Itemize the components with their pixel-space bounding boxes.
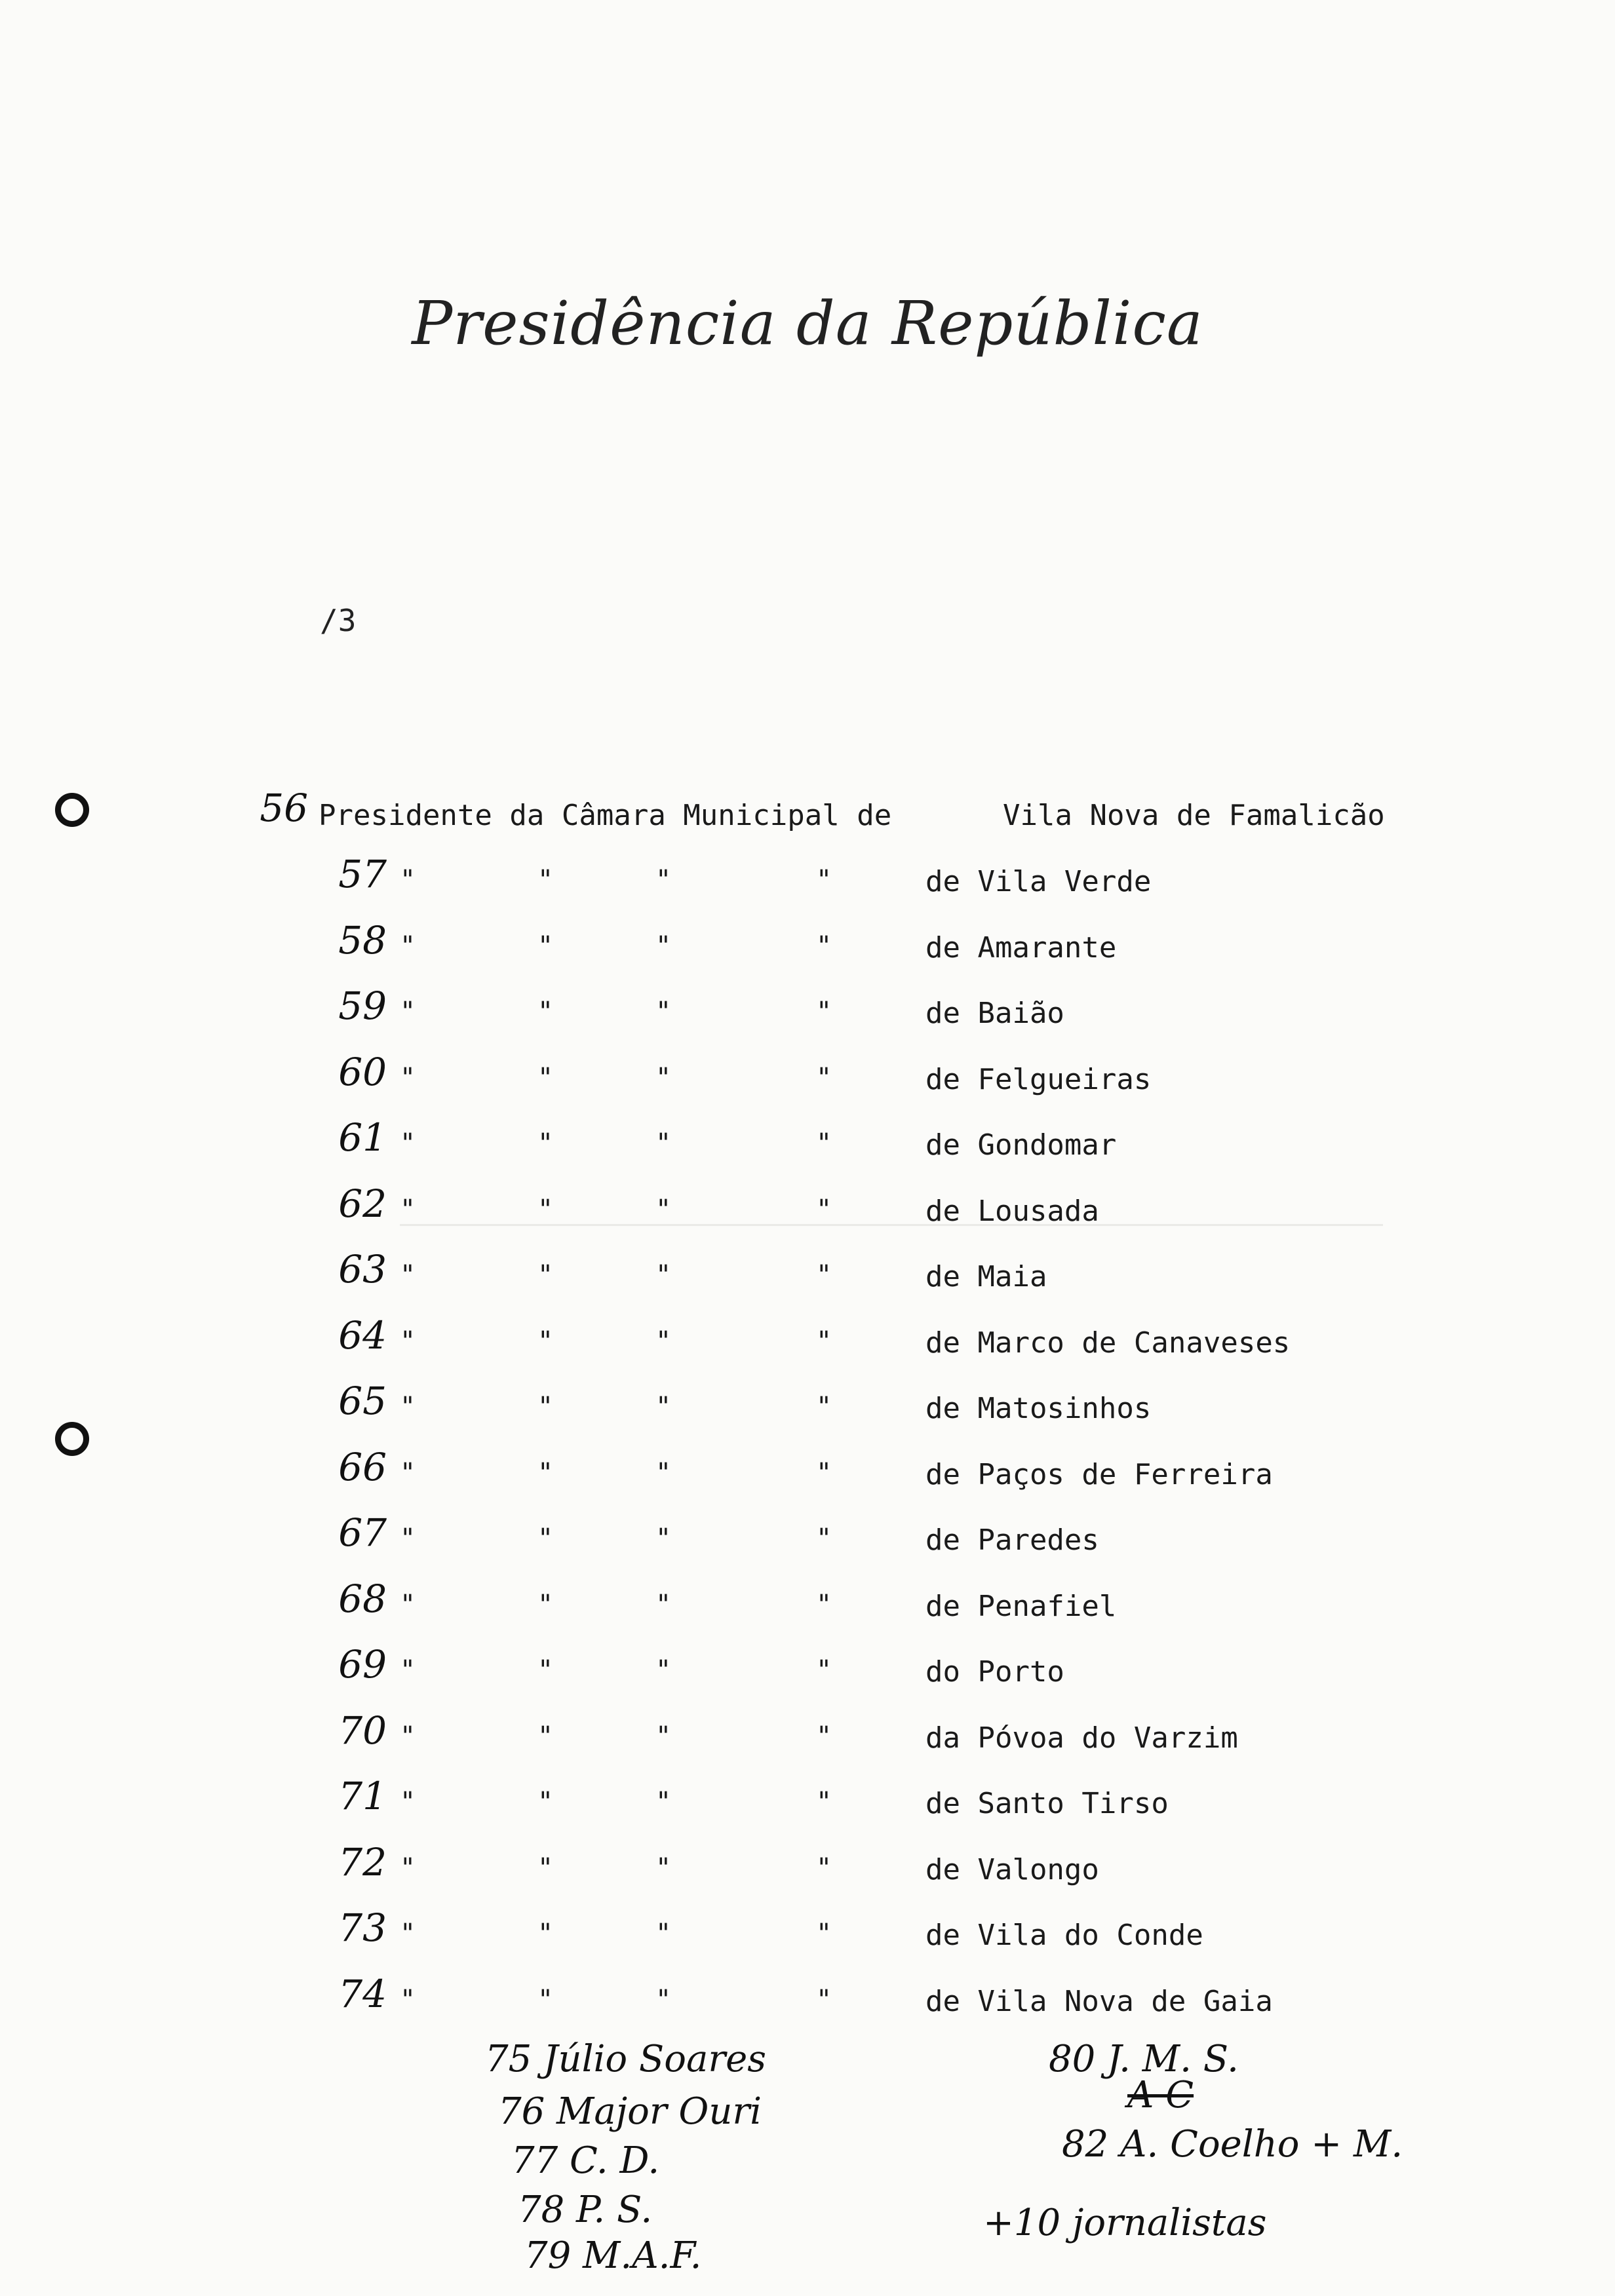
ditto-mark: " <box>537 1457 554 1488</box>
ditto-mark: " <box>537 1194 554 1225</box>
entry-number: 65 <box>338 1379 387 1423</box>
entry-place: de Paredes <box>925 1523 1099 1557</box>
list-row <box>0 1576 1615 1639</box>
ditto-mark: " <box>655 1392 672 1422</box>
entry-number: 64 <box>338 1312 387 1358</box>
entry-place: da Póvoa do Varzim <box>925 1721 1238 1755</box>
list-row <box>0 1642 1615 1705</box>
ditto-mark: " <box>655 930 672 961</box>
ditto-mark: " <box>816 1655 832 1685</box>
entry-place: de Vila do Conde <box>925 1919 1203 1952</box>
entry-title: Presidente da Câmara Municipal de <box>319 799 892 832</box>
handwritten-note: 76 Major Ouri <box>498 2090 762 2133</box>
ditto-mark: " <box>400 1062 416 1093</box>
entry-number: 62 <box>338 1181 387 1226</box>
ditto-mark: " <box>816 1260 832 1290</box>
ditto-mark: " <box>655 1852 672 1883</box>
entry-place: de Paços de Ferreira <box>925 1457 1273 1491</box>
ditto-mark: " <box>655 1457 672 1488</box>
handwritten-note: 79 M.A.F. <box>524 2234 702 2277</box>
list-row <box>0 984 1615 1046</box>
entry-place: de Vila Verde <box>925 865 1152 898</box>
list-row <box>0 1774 1615 1837</box>
entry-place: de Felgueiras <box>925 1062 1152 1096</box>
ditto-mark: " <box>816 1919 832 1949</box>
ditto-mark: " <box>537 865 554 895</box>
entry-place: de Baião <box>925 997 1064 1030</box>
ditto-mark: " <box>655 1589 672 1620</box>
entry-number: 66 <box>338 1444 387 1489</box>
ditto-mark: " <box>816 1062 832 1093</box>
entry-number: 69 <box>338 1642 387 1687</box>
ditto-mark: " <box>816 1523 832 1554</box>
handwritten-note: 78 P. S. <box>518 2189 653 2231</box>
list-row <box>0 1049 1615 1113</box>
ditto-mark: " <box>816 1128 832 1158</box>
handwritten-note: 75 Júlio Soares <box>485 2038 767 2080</box>
entry-number: 60 <box>338 1049 387 1094</box>
handwritten-note: 80 J. M. S. <box>1049 2038 1239 2080</box>
ditto-mark: " <box>816 1392 832 1422</box>
list-row <box>0 917 1615 981</box>
ditto-mark: " <box>400 1721 416 1751</box>
entry-number: 72 <box>338 1839 387 1885</box>
entry-place: de Vila Nova de Gaia <box>925 1984 1273 2018</box>
entry-number: 71 <box>338 1774 387 1818</box>
ditto-mark: " <box>537 997 554 1027</box>
entry-place: do Porto <box>925 1655 1064 1689</box>
ditto-mark: " <box>655 1523 672 1554</box>
ditto-mark: " <box>537 1852 554 1883</box>
ditto-mark: " <box>400 865 416 895</box>
ditto-mark: " <box>400 1655 416 1685</box>
list-row <box>0 1379 1615 1442</box>
list-row <box>0 1708 1615 1771</box>
entry-place: de Gondomar <box>925 1128 1117 1162</box>
ditto-mark: " <box>655 1655 672 1685</box>
ditto-mark: " <box>400 1523 416 1554</box>
entry-place: de Lousada <box>925 1194 1099 1228</box>
entry-number: 70 <box>338 1708 387 1753</box>
entry-number: 58 <box>338 917 387 963</box>
list-row <box>0 1312 1615 1376</box>
ditto-mark: " <box>400 1787 416 1817</box>
ditto-mark: " <box>400 1852 416 1883</box>
entry-place: de Marco de Canaveses <box>925 1326 1291 1360</box>
ditto-mark: " <box>816 1787 832 1817</box>
ditto-mark: " <box>816 1721 832 1751</box>
ditto-mark: " <box>537 1523 554 1554</box>
ditto-mark: " <box>537 1589 554 1620</box>
entry-number: 63 <box>338 1247 387 1292</box>
ditto-mark: " <box>537 1721 554 1751</box>
entry-number: 61 <box>338 1115 387 1160</box>
list-row <box>0 852 1615 915</box>
ditto-mark: " <box>655 997 672 1027</box>
ditto-mark: " <box>537 1787 554 1817</box>
entry-number: 74 <box>338 1971 387 2016</box>
ditto-mark: " <box>400 930 416 961</box>
ditto-mark: " <box>537 930 554 961</box>
handwritten-note: +10 jornalistas <box>983 2202 1267 2244</box>
entry-place: de Maia <box>925 1260 1047 1293</box>
ditto-mark: " <box>816 1589 832 1620</box>
handwritten-note: 82 A. Coelho + M. <box>1062 2123 1403 2166</box>
ditto-mark: " <box>537 1128 554 1158</box>
ditto-mark: " <box>400 1260 416 1290</box>
ditto-mark: " <box>400 1457 416 1488</box>
ditto-mark: " <box>400 1589 416 1620</box>
list-row <box>0 1971 1615 2035</box>
entry-number: 67 <box>338 1510 387 1555</box>
list-row <box>0 1115 1615 1178</box>
ditto-mark: " <box>655 1919 672 1949</box>
ditto-mark: " <box>400 1326 416 1356</box>
ditto-mark: " <box>816 1326 832 1356</box>
ditto-mark: " <box>655 1984 672 2015</box>
ditto-mark: " <box>816 1194 832 1225</box>
ditto-mark: " <box>537 1062 554 1093</box>
letterhead: Presidência da República <box>412 288 1203 358</box>
entry-place: de Valongo <box>925 1852 1099 1886</box>
ditto-mark: " <box>400 997 416 1027</box>
list-row <box>0 1905 1615 1968</box>
ditto-mark: " <box>400 1984 416 2015</box>
handwritten-note-struck: A C <box>1127 2074 1194 2116</box>
list-row <box>0 1510 1615 1573</box>
ditto-mark: " <box>655 1194 672 1225</box>
ditto-mark: " <box>655 1260 672 1290</box>
ditto-mark: " <box>400 1919 416 1949</box>
page-number: /3 <box>320 603 357 638</box>
ditto-mark: " <box>655 1062 672 1093</box>
entry-place: Vila Nova de Famalicão <box>1003 799 1385 832</box>
ditto-mark: " <box>816 997 832 1027</box>
list-row <box>0 1247 1615 1310</box>
list-row <box>0 1181 1615 1244</box>
ditto-mark: " <box>655 865 672 895</box>
ditto-mark: " <box>400 1194 416 1225</box>
ditto-mark: " <box>816 865 832 895</box>
ditto-mark: " <box>655 1721 672 1751</box>
ditto-mark: " <box>655 1326 672 1356</box>
ditto-mark: " <box>400 1392 416 1422</box>
handwritten-note: 77 C. D. <box>511 2139 660 2182</box>
ditto-mark: " <box>537 1326 554 1356</box>
ditto-mark: " <box>537 1919 554 1949</box>
entry-number: 73 <box>338 1905 387 1950</box>
ditto-mark: " <box>537 1655 554 1685</box>
ditto-mark: " <box>816 1852 832 1883</box>
list-row <box>0 1444 1615 1508</box>
entry-number: 59 <box>338 984 387 1028</box>
entry-number: 68 <box>338 1576 387 1621</box>
ditto-mark: " <box>655 1128 672 1158</box>
entry-place: de Santo Tirso <box>925 1787 1169 1820</box>
ditto-mark: " <box>537 1392 554 1422</box>
ditto-mark: " <box>816 1457 832 1488</box>
ditto-mark: " <box>816 930 832 961</box>
entry-number: 56 <box>260 786 308 830</box>
entry-place: de Amarante <box>925 930 1117 965</box>
ditto-mark: " <box>655 1787 672 1817</box>
ditto-mark: " <box>816 1984 832 2015</box>
ditto-mark: " <box>400 1128 416 1158</box>
entry-number: 57 <box>338 852 387 896</box>
entry-place: de Penafiel <box>925 1589 1117 1623</box>
ditto-mark: " <box>537 1984 554 2015</box>
entry-place: de Matosinhos <box>925 1392 1152 1425</box>
list-row-first <box>0 786 1615 849</box>
ditto-mark: " <box>537 1260 554 1290</box>
list-row <box>0 1839 1615 1903</box>
